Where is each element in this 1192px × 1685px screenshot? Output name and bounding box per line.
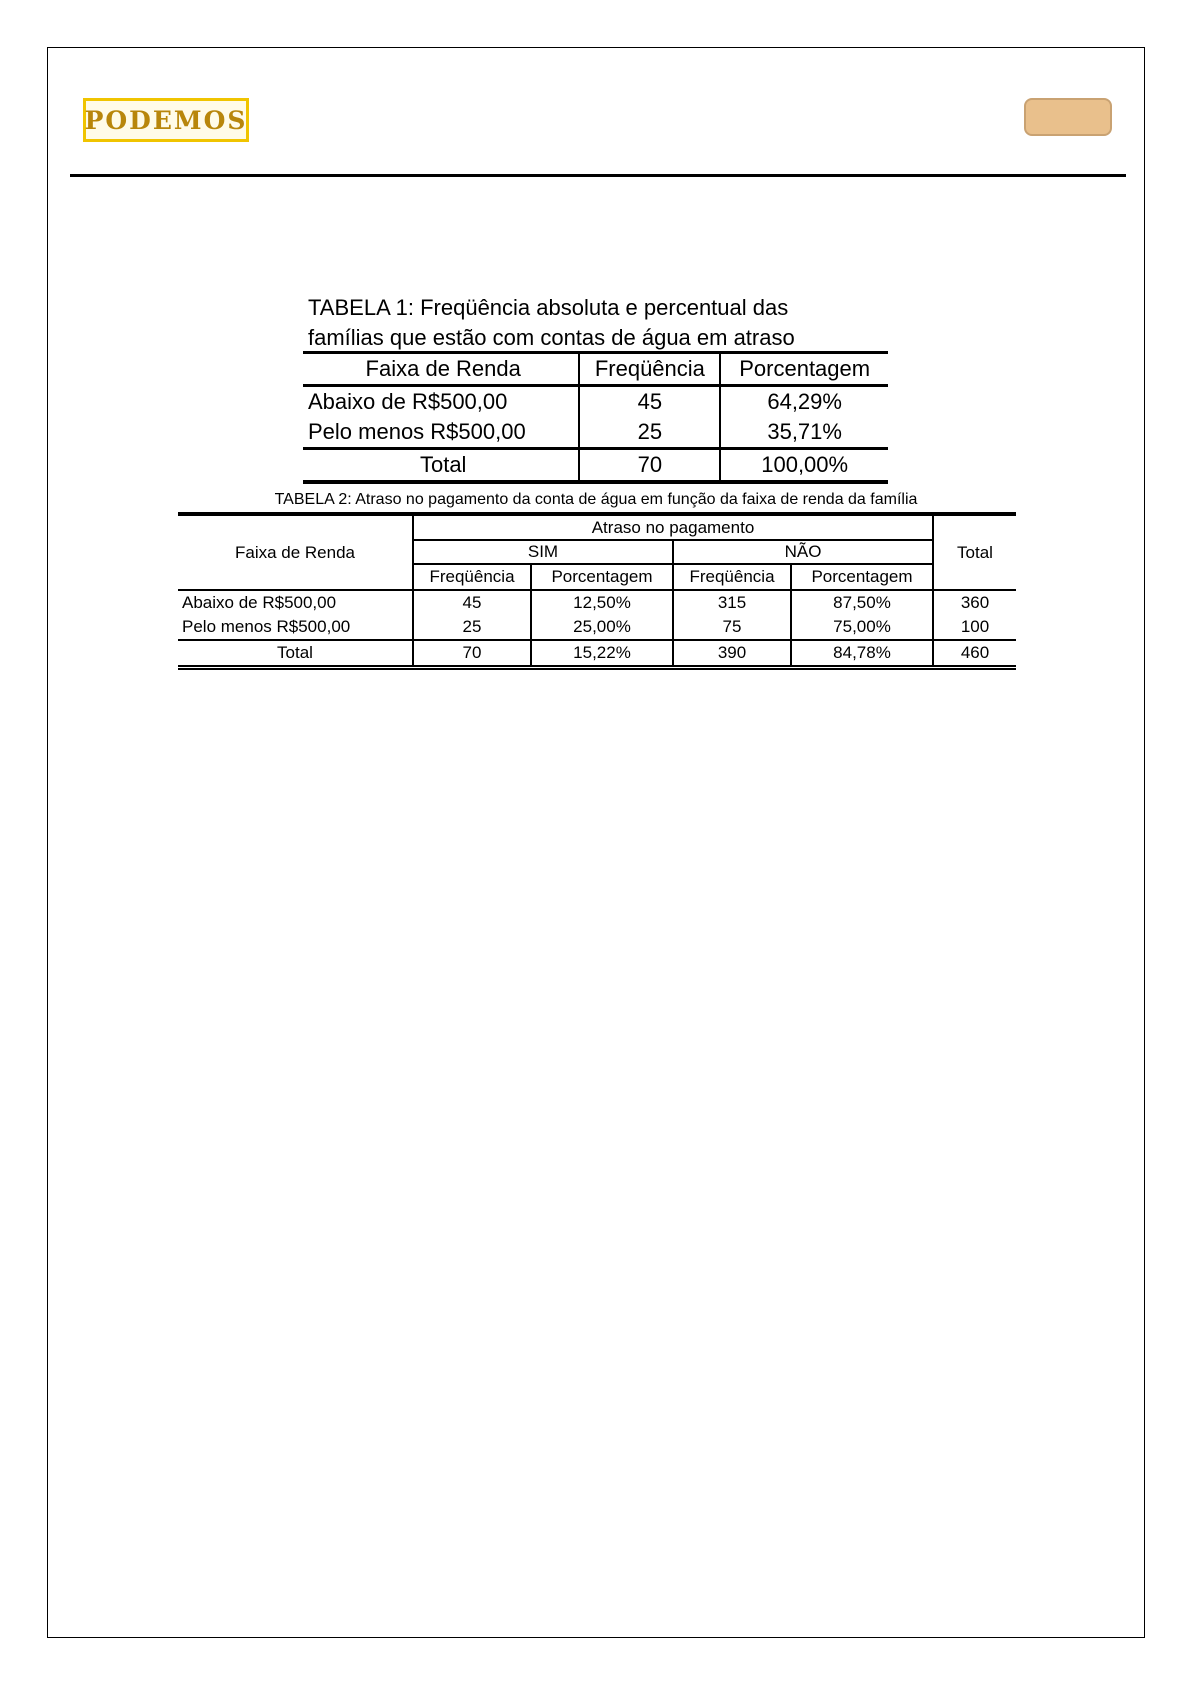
table1-cell: 64,29% — [720, 386, 888, 418]
table1-header-faixa: Faixa de Renda — [303, 353, 579, 386]
table2-cell: 87,50% — [791, 590, 933, 615]
table2-header-total: Total — [933, 514, 1016, 590]
table1-header-frequencia: Freqüência — [579, 353, 720, 386]
table2-total-cell: 15,22% — [531, 640, 673, 668]
podemos-logo — [83, 98, 249, 142]
table2-cell: 75,00% — [791, 615, 933, 640]
table2-header-nao: NÃO — [673, 540, 933, 564]
table2-cell: Pelo menos R$500,00 — [182, 617, 351, 636]
table2-header-sim: SIM — [413, 540, 673, 564]
table1-cell: Pelo menos R$500,00 — [308, 419, 526, 444]
table2-total-cell: 460 — [933, 640, 1016, 668]
table1-header-porcentagem: Porcentagem — [720, 353, 888, 386]
table2 — [178, 512, 1016, 670]
table2-total-row — [178, 640, 1016, 668]
table1-total-porcentagem: 100,00% — [720, 449, 888, 483]
table2-cell: 75 — [673, 615, 791, 640]
table2-caption: TABELA 2: Atraso no pagamento da conta de água em função da faixa de renda da família — [274, 491, 918, 508]
table-row — [303, 417, 888, 449]
table1-caption — [308, 293, 898, 353]
table2-cell: 25,00% — [531, 615, 673, 640]
table1-cell: Abaixo de R$500,00 — [308, 389, 508, 414]
table2-header-faixa: Faixa de Renda — [178, 514, 413, 590]
table-row — [303, 386, 888, 418]
logo-text: PODEMOS — [84, 105, 248, 135]
table1-total-label: Total — [303, 449, 579, 483]
table2-sub-frequencia-nao: Freqüência — [673, 564, 791, 590]
header-rule — [70, 174, 1126, 177]
table2-total-cell: 70 — [413, 640, 531, 668]
table2-cell: 315 — [673, 590, 791, 615]
table1-cell: 45 — [579, 386, 720, 418]
table2-cell: 360 — [933, 590, 1016, 615]
table1-caption-line1: TABELA 1: Freqüência absoluta e percentual das — [308, 295, 789, 320]
table1-header-row — [303, 353, 888, 386]
table2-total-cell: 390 — [673, 640, 791, 668]
table2-total-cell: 84,78% — [791, 640, 933, 668]
table1-total-frequencia: 70 — [579, 449, 720, 483]
table2-header-row1 — [178, 514, 1016, 540]
header-badge — [1024, 98, 1112, 136]
table2-cell: 45 — [413, 590, 531, 615]
table2-cell: 25 — [413, 615, 531, 640]
page-border — [47, 47, 1145, 1638]
table1 — [303, 351, 888, 484]
table2-cell: 100 — [933, 615, 1016, 640]
table2-header-atraso: Atraso no pagamento — [413, 514, 933, 540]
table2-cell: 12,50% — [531, 590, 673, 615]
table2-cell: Abaixo de R$500,00 — [182, 593, 337, 612]
table1-caption-line2: famílias que estão com contas de água em atraso — [308, 325, 795, 350]
table1-total-row — [303, 449, 888, 483]
table2-sub-frequencia-sim: Freqüência — [413, 564, 531, 590]
table2-total-label: Total — [178, 640, 413, 668]
table-row — [178, 615, 1016, 640]
table2-sub-porcentagem-nao: Porcentagem — [791, 564, 933, 590]
table1-cell: 35,71% — [720, 417, 888, 449]
table2-sub-porcentagem-sim: Porcentagem — [531, 564, 673, 590]
table-row — [178, 590, 1016, 615]
table1-cell: 25 — [579, 417, 720, 449]
